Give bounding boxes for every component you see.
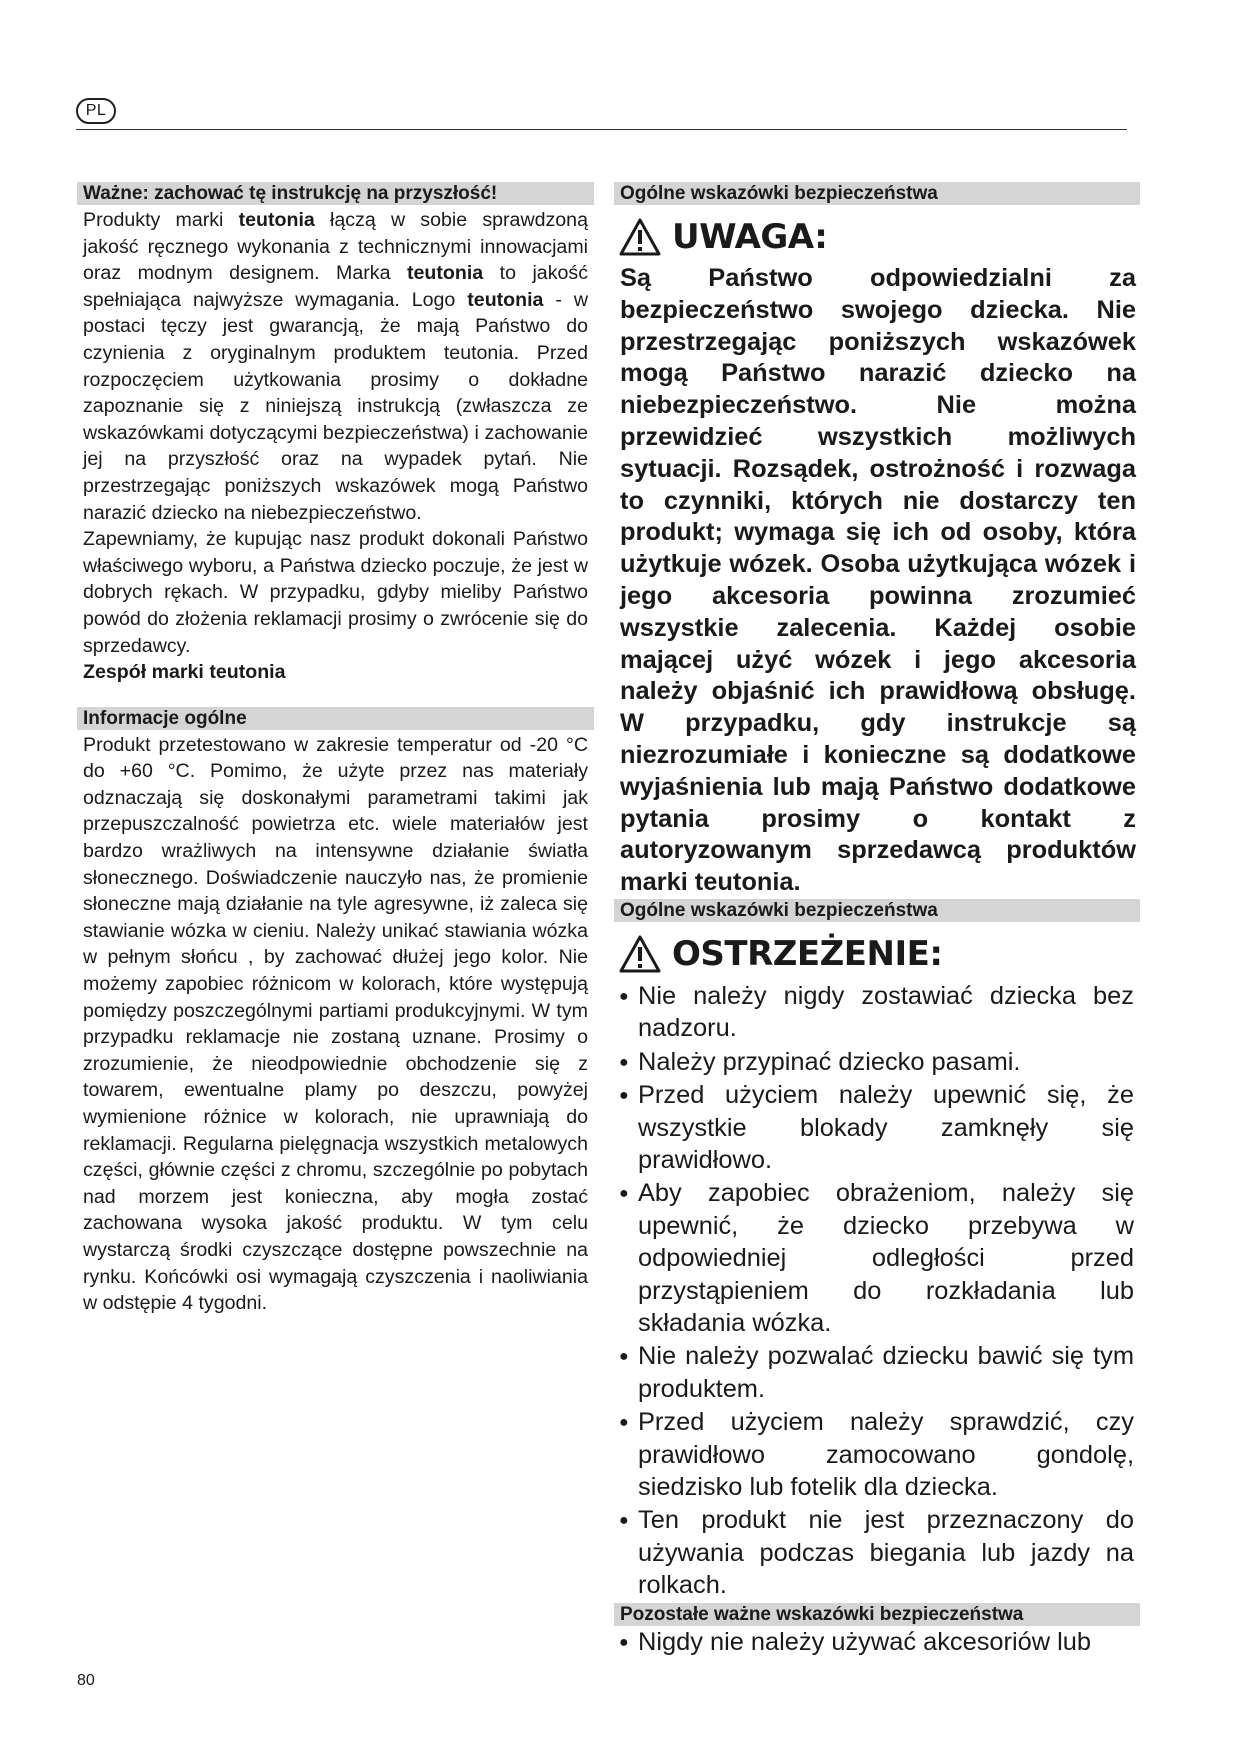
intro-paragraph: Produkty marki teutonia łączą w sobie sprawdzoną jakość ręcznego wykonania z technicznymi innowacjami oraz modnym designem. Marka teutonia to jakość spełniająca najwyższe wymagania. Logo teutonia - w postaci tęczy jest gwarancją, że mają Państwo do czynienia z oryginalnym produktem teutonia. Przed rozpoczęciem użytkowania prosimy o dokładne zapoznanie się z niniejszą instrukcją (zwłaszcza ze wskazówkami dotyczącymi bezpieczeństwa) i zachowanie jej na przyszłość oraz na wypadek pytań. Nie przestrzegając poniższych wskazówek mogą Państwo narazić dziecko na niebezpieczeństwo. xyxy=(83,209,588,524)
caution-title xyxy=(618,930,1140,978)
language-badge: PL xyxy=(76,98,116,124)
right-column xyxy=(614,182,1140,1659)
caution-list xyxy=(614,980,1140,1602)
warning-triangle-icon xyxy=(618,934,662,974)
section-heading-safety-2: Ogólne wskazówki bezpieczeństwa xyxy=(614,899,1140,922)
list-item: ● Nie należy nigdy zostawiać dziecka bez nadzoru. xyxy=(614,980,1140,1045)
section-heading-other-safety: Pozostałe ważne wskazówki bezpieczeństwa xyxy=(614,1603,1140,1626)
signature: Zespół marki teutonia xyxy=(83,661,286,684)
list-item: ● Nigdy nie należy używać akcesoriów lub xyxy=(614,1626,1140,1658)
list-item: ● Należy przypinać dziecko pasami. xyxy=(614,1046,1140,1078)
left-column xyxy=(77,182,594,1317)
other-safety-list xyxy=(614,1626,1140,1658)
page-number: 80 xyxy=(77,1672,95,1689)
section-heading-important: Ważne: zachować tę instrukcję na przyszłość! xyxy=(77,182,594,205)
list-item: ● Przed użyciem należy upewnić się, że wszystkie blokady zamknęły się prawidłowo. xyxy=(614,1079,1140,1176)
header-rule xyxy=(76,129,1127,130)
warning-title xyxy=(618,213,1140,261)
section-heading-safety: Ogólne wskazówki bezpieczeństwa xyxy=(614,182,1140,205)
list-item: ● Nie należy pozwalać dziecku bawić się tym produktem. xyxy=(614,1340,1140,1405)
warning-word: UWAGA: xyxy=(672,217,828,257)
assurance-paragraph: Zapewniamy, że kupując nasz produkt dokonali Państwo właściwego wyboru, a Państwa dziecko poczuje, że jest w dobrych rękach. W przypadku, gdyby mieliby Państwo powód do złożenia reklamacji prosimy o zwrócenie się do sprzedawcy. xyxy=(83,528,588,657)
list-item: ● Aby zapobiec obrażeniom, należy się upewnić, że dziecko przebywa w odpowiedniej odległości przed przystąpieniem do rozkładania lub składania wózka. xyxy=(614,1177,1140,1339)
brand-name: teutonia xyxy=(467,288,544,311)
responsibility-paragraph: Są Państwo odpowiedzialni za bezpieczeństwo swojego dziecka. Nie przestrzegając poniższych wskazówek mogą Państwo narazić dziecko na niebezpieczeństwo. Nie można przewidzieć wszystkich możliwych sytuacji. Rozsądek, ostrożność i rozwaga to czynniki, których nie dostarczy ten produkt; wymaga się ich od osoby, która użytkuje wózek. Osoba użytkująca wózek i jego akcesoria powinna zrozumieć wszystkie zalecenia. Każdej osobie mającej użyć wózek i jego akcesoria należy objaśnić ich prawidłową obsługę. W przypadku, gdy instrukcje są niezrozumiałe i konieczne są dodatkowe wyjaśnienia lub mają Państwo dodatkowe pytania prosimy o kontakt z autoryzowanym sprzedawcą produktów marki teutonia. xyxy=(620,264,1136,897)
warning-triangle-icon xyxy=(618,217,662,257)
general-info-paragraph: Produkt przetestowano w zakresie temperatur od -20 °C do +60 °C. Pomimo, że użyte przez nas materiały odznaczają się doskonałymi parametrami takimi jak przepuszczalność powietrza etc. wiele materiałów jest bardzo wrażliwych na intensywne działanie światła słonecznego. Doświadczenie nauczyło nas, że promienie słoneczne mają działanie na tyle agresywne, iż zaleca się stawianie wózka w cieniu. Należy unikać stawiania wózka w pełnym słońcu , by zachować dłużej jego kolor. Nie możemy zapobiec różnicom w kolorach, które występują pomiędzy poszczególnymi partiami produkcyjnymi. W tym przypadku reklamacje nie zostaną uznane. Prosimy o zrozumienie, że nieodpowiednie obchodzenie się z towarem, ewentualne plamy po deszczu, powyżej wymienione różnice w kolorach, nie uprawniają do reklamacji. Regularna pielęgnacja wszystkich metalowych części, głównie części z chromu, szczególnie po pobytach nad morzem jest konieczna, aby mogła zostać zachowana wysoka jakość produktu. W tym celu wystarczą środki czyszczące dostępne powszechnie na rynku. Końcówki osi wymagają czyszczenia i naoliwiania w odstępie 4 tygodni. xyxy=(83,733,588,1315)
section-heading-general-info: Informacje ogólne xyxy=(77,707,594,730)
brand-name: teutonia xyxy=(238,209,315,231)
caution-word: OSTRZEŻENIE: xyxy=(672,933,943,974)
list-item: ● Przed użyciem należy sprawdzić, czy prawidłowo zamocowano gondolę, siedzisko lub fotelik dla dziecka. xyxy=(614,1406,1140,1503)
brand-name: teutonia xyxy=(406,262,484,285)
list-item: ● Ten produkt nie jest przeznaczony do używania podczas biegania lub jazdy na rolkach. xyxy=(614,1504,1140,1601)
